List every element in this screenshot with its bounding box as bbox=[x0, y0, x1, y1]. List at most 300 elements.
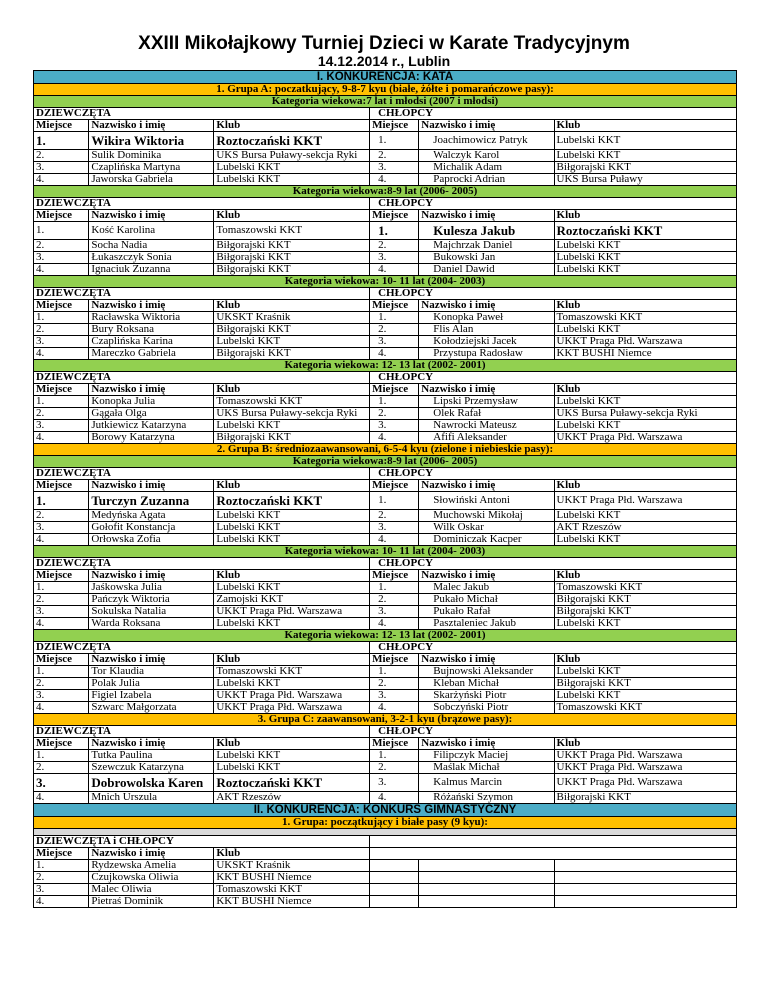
boys-place: 3. bbox=[370, 162, 419, 174]
boys-club: Biłgorajski KKT bbox=[554, 678, 736, 690]
result-row bbox=[34, 132, 737, 150]
girls-place: 3. bbox=[34, 522, 89, 534]
boys-name: Wilk Oskar bbox=[419, 522, 554, 534]
boys-club: Lubelski KKT bbox=[554, 534, 736, 546]
boys-place: 4. bbox=[370, 432, 419, 444]
girls-place: 3. bbox=[34, 606, 89, 618]
girls-name: Sokulska Natalia bbox=[89, 606, 214, 618]
column-header-name: Nazwisko i imię bbox=[89, 120, 214, 132]
mixed-name: Pietraś Dominik bbox=[89, 896, 214, 908]
boys-name: Walczyk Karol bbox=[419, 150, 554, 162]
boys-place: 1. bbox=[370, 750, 419, 762]
boys-place: 1. bbox=[370, 666, 419, 678]
result-row bbox=[34, 678, 737, 690]
girls-place: 1. bbox=[34, 222, 89, 240]
column-header-club: Klub bbox=[554, 120, 736, 132]
boys-heading: CHŁOPCY bbox=[370, 198, 737, 210]
boys-club: Lubelski KKT bbox=[554, 666, 736, 678]
group-title-row bbox=[34, 817, 737, 829]
boys-club: Tomaszowski KKT bbox=[554, 702, 736, 714]
boys-club: UKS Bursa Puławy bbox=[554, 174, 736, 186]
girls-club: Lubelski KKT bbox=[214, 618, 370, 630]
boys-name: Dominiczak Kacper bbox=[419, 534, 554, 546]
mixed-club: KKT BUSHI Niemce bbox=[214, 896, 370, 908]
boys-name: Kołodziejski Jacek bbox=[419, 336, 554, 348]
empty-cell bbox=[370, 860, 419, 872]
column-header-row bbox=[34, 654, 737, 666]
gender-header-row bbox=[34, 288, 737, 300]
boys-heading: CHŁOPCY bbox=[370, 108, 737, 120]
girls-heading: DZIEWCZĘTA bbox=[34, 726, 370, 738]
column-header-place: Miejsce bbox=[370, 210, 419, 222]
boys-place: 2. bbox=[370, 324, 419, 336]
column-header-place: Miejsce bbox=[34, 480, 89, 492]
result-row bbox=[34, 884, 737, 896]
category-title-row bbox=[34, 186, 737, 198]
document-title: XXIII Mikołajkowy Turniej Dzieci w Karate Tradycyjnym bbox=[138, 33, 630, 54]
boys-club: Lubelski KKT bbox=[554, 324, 736, 336]
result-row bbox=[34, 666, 737, 678]
girls-place: 2. bbox=[34, 150, 89, 162]
boys-club: Lubelski KKT bbox=[554, 264, 736, 276]
mixed-heading-row bbox=[34, 836, 737, 848]
boys-club: Lubelski KKT bbox=[554, 396, 736, 408]
result-row bbox=[34, 150, 737, 162]
girls-place: 2. bbox=[34, 678, 89, 690]
boys-club: KKT BUSHI Niemce bbox=[554, 348, 736, 360]
girls-name: Szwarc Małgorzata bbox=[89, 702, 214, 714]
boys-name: Skarżyński Piotr bbox=[419, 690, 554, 702]
spacer-row bbox=[34, 829, 737, 836]
boys-club: UKKT Praga Płd. Warszawa bbox=[554, 432, 736, 444]
boys-club: Lubelski KKT bbox=[554, 150, 736, 162]
girls-club: Roztoczański KKT bbox=[214, 774, 370, 792]
boys-club: Biłgorajski KKT bbox=[554, 606, 736, 618]
column-header-place: Miejsce bbox=[34, 300, 89, 312]
empty-cell bbox=[370, 836, 737, 848]
boys-name: Flis Alan bbox=[419, 324, 554, 336]
girls-club: Biłgorajski KKT bbox=[214, 432, 370, 444]
column-header-place: Miejsce bbox=[34, 120, 89, 132]
boys-name: Kleban Michał bbox=[419, 678, 554, 690]
group-title: 2. Grupa B: średniozaawansowani, 6-5-4 kyu (zielone i niebieskie pasy): bbox=[34, 444, 737, 456]
gender-header-row bbox=[34, 642, 737, 654]
result-row bbox=[34, 510, 737, 522]
mixed-name: Malec Oliwia bbox=[89, 884, 214, 896]
girls-name: Tor Klaudia bbox=[89, 666, 214, 678]
column-header-name: Nazwisko i imię bbox=[419, 480, 554, 492]
column-header-place: Miejsce bbox=[34, 738, 89, 750]
column-header-name: Nazwisko i imię bbox=[89, 300, 214, 312]
column-header-club: Klub bbox=[214, 384, 370, 396]
boys-place: 3. bbox=[370, 336, 419, 348]
boys-club: AKT Rzeszów bbox=[554, 522, 736, 534]
boys-place: 2. bbox=[370, 678, 419, 690]
boys-name: Majchrzak Daniel bbox=[419, 240, 554, 252]
column-header-club: Klub bbox=[214, 120, 370, 132]
boys-place: 3. bbox=[370, 774, 419, 792]
mixed-name: Czujkowska Oliwia bbox=[89, 872, 214, 884]
girls-place: 3. bbox=[34, 774, 89, 792]
column-header-name: Nazwisko i imię bbox=[89, 384, 214, 396]
girls-place: 1. bbox=[34, 312, 89, 324]
girls-club: Biłgorajski KKT bbox=[214, 240, 370, 252]
column-header-name: Nazwisko i imię bbox=[89, 210, 214, 222]
result-row bbox=[34, 222, 737, 240]
boys-heading: CHŁOPCY bbox=[370, 372, 737, 384]
boys-place: 4. bbox=[370, 174, 419, 186]
boys-club: Lubelski KKT bbox=[554, 420, 736, 432]
girls-name: Kość Karolina bbox=[89, 222, 214, 240]
column-header-club: Klub bbox=[554, 570, 736, 582]
result-row bbox=[34, 336, 737, 348]
girls-club: Lubelski KKT bbox=[214, 522, 370, 534]
girls-club: Biłgorajski KKT bbox=[214, 348, 370, 360]
boys-heading: CHŁOPCY bbox=[370, 288, 737, 300]
result-row bbox=[34, 606, 737, 618]
girls-name: Mnich Urszula bbox=[89, 792, 214, 804]
result-row bbox=[34, 860, 737, 872]
result-row bbox=[34, 324, 737, 336]
boys-name: Daniel Dawid bbox=[419, 264, 554, 276]
girls-place: 2. bbox=[34, 510, 89, 522]
girls-name: Ignaciuk Zuzanna bbox=[89, 264, 214, 276]
empty-cell bbox=[419, 872, 554, 884]
boys-club: Lubelski KKT bbox=[554, 252, 736, 264]
column-header-place: Miejsce bbox=[34, 848, 89, 860]
boys-place: 4. bbox=[370, 264, 419, 276]
girls-name: Gołofit Konstancja bbox=[89, 522, 214, 534]
column-header-club: Klub bbox=[554, 300, 736, 312]
girls-club: Tomaszowski KKT bbox=[214, 396, 370, 408]
mixed-heading: DZIEWCZĘTA i CHŁOPCY bbox=[34, 836, 370, 848]
column-header-row bbox=[34, 848, 737, 860]
column-header-name: Nazwisko i imię bbox=[419, 120, 554, 132]
column-header-row bbox=[34, 210, 737, 222]
column-header-club: Klub bbox=[214, 210, 370, 222]
group-title-row bbox=[34, 444, 737, 456]
girls-place: 1. bbox=[34, 132, 89, 150]
column-header-club: Klub bbox=[554, 738, 736, 750]
boys-name: Afifi Aleksander bbox=[419, 432, 554, 444]
spacer bbox=[34, 829, 737, 836]
boys-place: 3. bbox=[370, 690, 419, 702]
boys-name: Kalmus Marcin bbox=[419, 774, 554, 792]
category-title: Kategoria wiekowa: 12- 13 lat (2002- 2001) bbox=[34, 360, 737, 372]
boys-club: Lubelski KKT bbox=[554, 510, 736, 522]
boys-place: 3. bbox=[370, 606, 419, 618]
girls-club: Lubelski KKT bbox=[214, 162, 370, 174]
boys-name: Przystupa Radosław bbox=[419, 348, 554, 360]
girls-club: Lubelski KKT bbox=[214, 510, 370, 522]
column-header-club: Klub bbox=[554, 210, 736, 222]
empty-cell bbox=[419, 860, 554, 872]
boys-heading: CHŁOPCY bbox=[370, 558, 737, 570]
girls-place: 2. bbox=[34, 240, 89, 252]
girls-name: Medyńska Agata bbox=[89, 510, 214, 522]
category-title: Kategoria wiekowa: 12- 13 lat (2002- 2001) bbox=[34, 630, 737, 642]
girls-place: 4. bbox=[34, 432, 89, 444]
girls-name: Jaśkowska Julia bbox=[89, 582, 214, 594]
girls-place: 4. bbox=[34, 534, 89, 546]
column-header-name: Nazwisko i imię bbox=[89, 848, 214, 860]
column-header-name: Nazwisko i imię bbox=[419, 654, 554, 666]
column-header-place: Miejsce bbox=[370, 120, 419, 132]
girls-club: Biłgorajski KKT bbox=[214, 324, 370, 336]
result-row bbox=[34, 618, 737, 630]
category-title-row bbox=[34, 630, 737, 642]
girls-club: Lubelski KKT bbox=[214, 678, 370, 690]
girls-club: Zamojski KKT bbox=[214, 594, 370, 606]
boys-name: Filipczyk Maciej bbox=[419, 750, 554, 762]
column-header-place: Miejsce bbox=[370, 738, 419, 750]
mixed-club: Tomaszowski KKT bbox=[214, 884, 370, 896]
girls-heading: DZIEWCZĘTA bbox=[34, 288, 370, 300]
girls-place: 2. bbox=[34, 762, 89, 774]
result-row bbox=[34, 264, 737, 276]
boys-place: 2. bbox=[370, 594, 419, 606]
result-row bbox=[34, 432, 737, 444]
boys-place: 4. bbox=[370, 702, 419, 714]
boys-name: Kulesza Jakub bbox=[419, 222, 554, 240]
girls-heading: DZIEWCZĘTA bbox=[34, 372, 370, 384]
result-row bbox=[34, 492, 737, 510]
result-row bbox=[34, 690, 737, 702]
girls-club: UKKT Praga Płd. Warszawa bbox=[214, 690, 370, 702]
girls-club: Lubelski KKT bbox=[214, 336, 370, 348]
boys-place: 4. bbox=[370, 618, 419, 630]
girls-name: Jaworska Gabriela bbox=[89, 174, 214, 186]
girls-place: 3. bbox=[34, 690, 89, 702]
boys-club: Biłgorajski KKT bbox=[554, 594, 736, 606]
mixed-place: 4. bbox=[34, 896, 89, 908]
boys-place: 1. bbox=[370, 492, 419, 510]
girls-place: 4. bbox=[34, 264, 89, 276]
girls-heading: DZIEWCZĘTA bbox=[34, 108, 370, 120]
result-row bbox=[34, 750, 737, 762]
boys-name: Różański Szymon bbox=[419, 792, 554, 804]
gender-header-row bbox=[34, 726, 737, 738]
column-header-club: Klub bbox=[554, 384, 736, 396]
girls-name: Bury Roksana bbox=[89, 324, 214, 336]
girls-club: Biłgorajski KKT bbox=[214, 264, 370, 276]
result-row bbox=[34, 162, 737, 174]
boys-name: Malec Jakub bbox=[419, 582, 554, 594]
girls-place: 4. bbox=[34, 702, 89, 714]
column-header-place: Miejsce bbox=[370, 384, 419, 396]
category-title: Kategoria wiekowa: 10- 11 lat (2004- 2003) bbox=[34, 276, 737, 288]
girls-name: Czaplińska Martyna bbox=[89, 162, 214, 174]
column-header-row bbox=[34, 300, 737, 312]
girls-name: Socha Nadia bbox=[89, 240, 214, 252]
girls-club: UKKT Praga Płd. Warszawa bbox=[214, 702, 370, 714]
girls-place: 1. bbox=[34, 750, 89, 762]
boys-place: 1. bbox=[370, 132, 419, 150]
girls-place: 2. bbox=[34, 324, 89, 336]
girls-name: Łukaszczyk Sonia bbox=[89, 252, 214, 264]
girls-name: Mareczko Gabriela bbox=[89, 348, 214, 360]
empty-cell bbox=[554, 872, 736, 884]
girls-club: Lubelski KKT bbox=[214, 534, 370, 546]
girls-club: UKSKT Kraśnik bbox=[214, 312, 370, 324]
column-header-place: Miejsce bbox=[34, 654, 89, 666]
girls-name: Szewczuk Katarzyna bbox=[89, 762, 214, 774]
mixed-place: 2. bbox=[34, 872, 89, 884]
boys-club: UKKT Praga Płd. Warszawa bbox=[554, 774, 736, 792]
girls-name: Figiel Izabela bbox=[89, 690, 214, 702]
result-row bbox=[34, 312, 737, 324]
mixed-place: 3. bbox=[34, 884, 89, 896]
column-header-place: Miejsce bbox=[370, 480, 419, 492]
girls-place: 4. bbox=[34, 348, 89, 360]
boys-heading: CHŁOPCY bbox=[370, 468, 737, 480]
girls-heading: DZIEWCZĘTA bbox=[34, 468, 370, 480]
category-title-row bbox=[34, 276, 737, 288]
boys-club: Lubelski KKT bbox=[554, 240, 736, 252]
boys-heading: CHŁOPCY bbox=[370, 642, 737, 654]
girls-club: Lubelski KKT bbox=[214, 174, 370, 186]
section-title-row bbox=[34, 804, 737, 817]
girls-name: Sulik Dominika bbox=[89, 150, 214, 162]
empty-cell bbox=[370, 872, 419, 884]
empty-cell bbox=[554, 896, 736, 908]
girls-place: 2. bbox=[34, 408, 89, 420]
girls-club: Biłgorajski KKT bbox=[214, 252, 370, 264]
girls-name: Pańczyk Wiktoria bbox=[89, 594, 214, 606]
result-row bbox=[34, 594, 737, 606]
category-title: Kategoria wiekowa: 10- 11 lat (2004- 2003) bbox=[34, 546, 737, 558]
result-row bbox=[34, 174, 737, 186]
section-title-row bbox=[34, 71, 737, 84]
column-header-name: Nazwisko i imię bbox=[89, 570, 214, 582]
column-header-name: Nazwisko i imię bbox=[89, 654, 214, 666]
boys-club: Tomaszowski KKT bbox=[554, 582, 736, 594]
result-row bbox=[34, 522, 737, 534]
girls-place: 3. bbox=[34, 252, 89, 264]
boys-name: Paprocki Adrian bbox=[419, 174, 554, 186]
column-header-place: Miejsce bbox=[370, 570, 419, 582]
boys-club: UKKT Praga Płd. Warszawa bbox=[554, 750, 736, 762]
girls-name: Warda Roksana bbox=[89, 618, 214, 630]
girls-name: Racławska Wiktoria bbox=[89, 312, 214, 324]
column-header-row bbox=[34, 570, 737, 582]
boys-name: Bukowski Jan bbox=[419, 252, 554, 264]
boys-club: Roztoczański KKT bbox=[554, 222, 736, 240]
boys-place: 4. bbox=[370, 348, 419, 360]
boys-place: 2. bbox=[370, 150, 419, 162]
boys-place: 3. bbox=[370, 522, 419, 534]
girls-name: Czaplińska Karina bbox=[89, 336, 214, 348]
boys-name: Sobczyński Piotr bbox=[419, 702, 554, 714]
boys-place: 4. bbox=[370, 792, 419, 804]
category-title-row bbox=[34, 360, 737, 372]
category-title: Kategoria wiekowa:8-9 lat (2006- 2005) bbox=[34, 186, 737, 198]
column-header-place: Miejsce bbox=[34, 210, 89, 222]
document-subtitle: 14.12.2014 r., Lublin bbox=[317, 53, 451, 69]
girls-name: Polak Julia bbox=[89, 678, 214, 690]
boys-club: UKKT Praga Płd. Warszawa bbox=[554, 492, 736, 510]
boys-name: Maślak Michał bbox=[419, 762, 554, 774]
column-header-place: Miejsce bbox=[34, 384, 89, 396]
column-header-row bbox=[34, 738, 737, 750]
column-header-club: Klub bbox=[214, 570, 370, 582]
result-row bbox=[34, 702, 737, 714]
group-title: 1. Grupa: początkujący i białe pasy (9 kyu): bbox=[34, 817, 737, 829]
empty-cell bbox=[370, 848, 737, 860]
column-header-club: Klub bbox=[214, 738, 370, 750]
category-title-row bbox=[34, 96, 737, 108]
boys-name: Konopka Paweł bbox=[419, 312, 554, 324]
girls-heading: DZIEWCZĘTA bbox=[34, 558, 370, 570]
girls-name: Tutka Paulina bbox=[89, 750, 214, 762]
column-header-name: Nazwisko i imię bbox=[419, 570, 554, 582]
girls-club: UKS Bursa Puławy-sekcja Ryki bbox=[214, 150, 370, 162]
result-row bbox=[34, 872, 737, 884]
column-header-name: Nazwisko i imię bbox=[419, 738, 554, 750]
girls-name: Jutkiewicz Katarzyna bbox=[89, 420, 214, 432]
mixed-club: KKT BUSHI Niemce bbox=[214, 872, 370, 884]
girls-name: Gągała Olga bbox=[89, 408, 214, 420]
boys-place: 1. bbox=[370, 582, 419, 594]
boys-club: Tomaszowski KKT bbox=[554, 312, 736, 324]
boys-name: Słowiński Antoni bbox=[419, 492, 554, 510]
boys-club: UKS Bursa Puławy-sekcja Ryki bbox=[554, 408, 736, 420]
gender-header-row bbox=[34, 372, 737, 384]
empty-cell bbox=[419, 884, 554, 896]
results-table bbox=[33, 70, 737, 908]
boys-club: Lubelski KKT bbox=[554, 618, 736, 630]
boys-place: 1. bbox=[370, 222, 419, 240]
column-header-place: Miejsce bbox=[34, 570, 89, 582]
boys-name: Joachimowicz Patryk bbox=[419, 132, 554, 150]
boys-club: Biłgorajski KKT bbox=[554, 792, 736, 804]
girls-heading: DZIEWCZĘTA bbox=[34, 198, 370, 210]
girls-place: 3. bbox=[34, 420, 89, 432]
boys-name: Olek Rafał bbox=[419, 408, 554, 420]
boys-name: Pukało Michał bbox=[419, 594, 554, 606]
boys-name: Muchowski Mikołaj bbox=[419, 510, 554, 522]
result-row bbox=[34, 582, 737, 594]
boys-name: Pasztaleniec Jakub bbox=[419, 618, 554, 630]
column-header-club: Klub bbox=[554, 654, 736, 666]
girls-club: Tomaszowski KKT bbox=[214, 222, 370, 240]
boys-place: 1. bbox=[370, 396, 419, 408]
girls-place: 4. bbox=[34, 174, 89, 186]
girls-name: Borowy Katarzyna bbox=[89, 432, 214, 444]
column-header-club: Klub bbox=[214, 480, 370, 492]
boys-name: Pukało Rafał bbox=[419, 606, 554, 618]
gender-header-row bbox=[34, 108, 737, 120]
boys-place: 2. bbox=[370, 408, 419, 420]
group-title-row bbox=[34, 714, 737, 726]
result-row bbox=[34, 896, 737, 908]
girls-club: Tomaszowski KKT bbox=[214, 666, 370, 678]
girls-place: 3. bbox=[34, 162, 89, 174]
column-header-club: Klub bbox=[214, 848, 370, 860]
girls-name: Dobrowolska Karen bbox=[89, 774, 214, 792]
empty-cell bbox=[554, 860, 736, 872]
group-title: 3. Grupa C: zaawansowani, 3-2-1 kyu (brązowe pasy): bbox=[34, 714, 737, 726]
boys-place: 2. bbox=[370, 510, 419, 522]
girls-name: Turczyn Zuzanna bbox=[89, 492, 214, 510]
girls-club: Lubelski KKT bbox=[214, 762, 370, 774]
empty-cell bbox=[370, 884, 419, 896]
category-title-row bbox=[34, 456, 737, 468]
category-title-row bbox=[34, 546, 737, 558]
mixed-club: UKSKT Kraśnik bbox=[214, 860, 370, 872]
gender-header-row bbox=[34, 558, 737, 570]
girls-place: 1. bbox=[34, 396, 89, 408]
